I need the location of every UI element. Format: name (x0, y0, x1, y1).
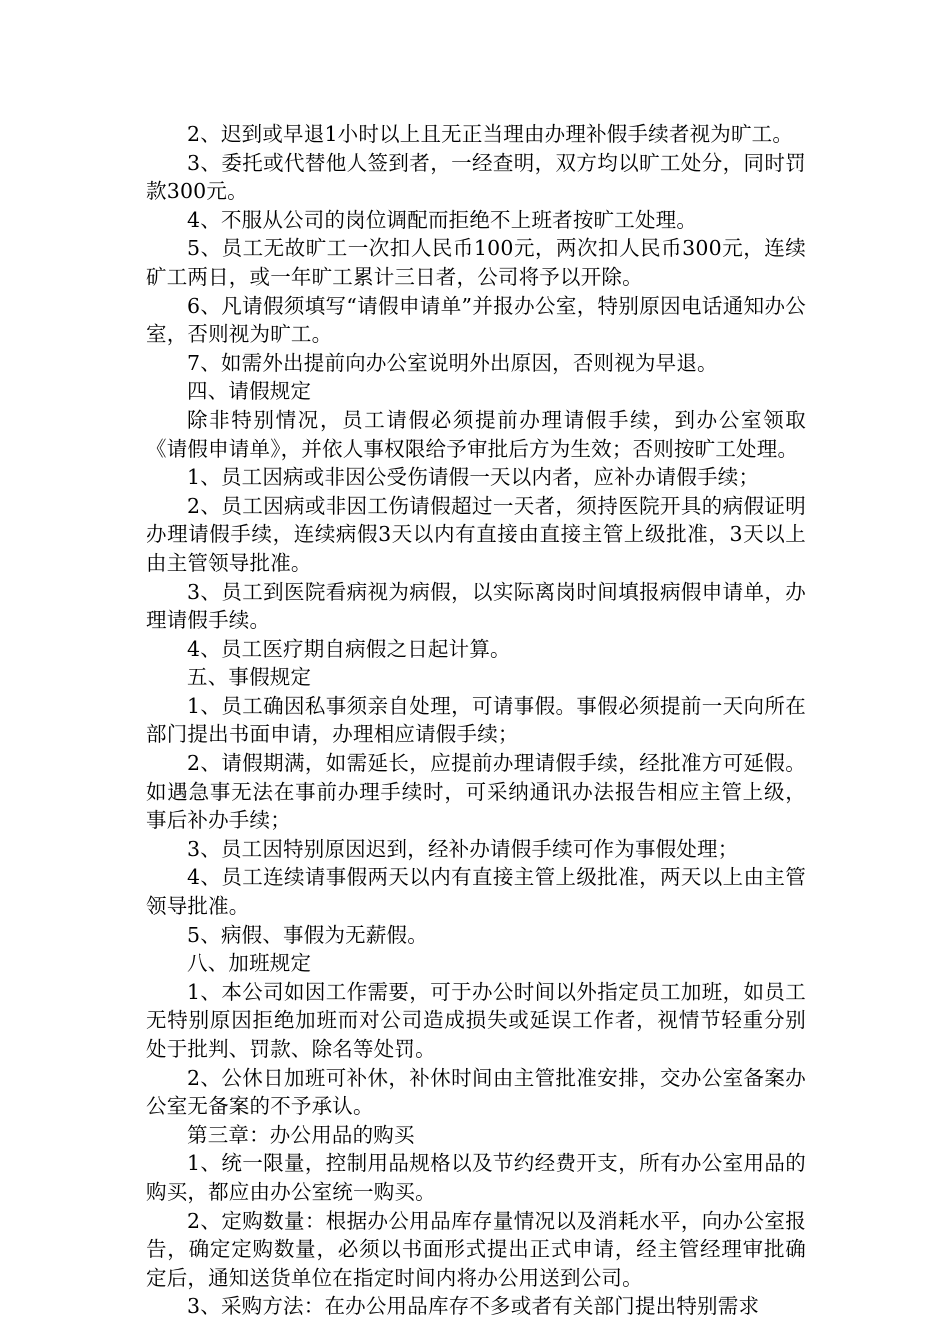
paragraph: 2、迟到或早退1小时以上且无正当理由办理补假手续者视为旷工。 (187, 122, 794, 146)
paragraph: 4、员工连续请事假两天以内有直接主管上级批准，两天以上由主管领导批准。 (146, 865, 806, 919)
paragraph: 1、员工确因私事须亲自处理，可请事假。事假必须提前一天向所在部门提出书面申请，办理相应请假手续； (146, 693, 806, 747)
paragraph: 2、定购数量：根据办公用品库存量情况以及消耗水平，向办公室报告，确定定购数量，必须以书面形式提出正式申请，经主管经理审批确定后，通知送货单位在指定时间内将办公用送到公司。 (146, 1208, 806, 1290)
paragraph: 3、采购方法：在办公用品库存不多或者有关部门提出特别需求 (187, 1294, 760, 1319)
paragraph: 3、员工因特别原因迟到，经补办请假手续可作为事假处理； (187, 836, 739, 861)
paragraph: 1、本公司如因工作需要，可于办公时间以外指定员工加班，如员工无特别原因拒绝加班而对公司造成损失或延误工作者，视情节轻重分别处于批判、罚款、除名等处罚。 (146, 979, 806, 1061)
paragraph: 5、员工无故旷工一次扣人民币100元，两次扣人民币300元，连续矿工两日，或一年旷工累计三日者，公司将予以开除。 (146, 236, 806, 289)
paragraph: 4、不服从公司的岗位调配而拒绝不上班者按旷工处理。 (187, 207, 698, 232)
paragraph: 4、员工医疗期自病假之日起计算。 (187, 636, 511, 661)
paragraph: 3、员工到医院看病视为病假，以实际离岗时间填报病假申请单，办理请假手续。 (146, 579, 806, 633)
paragraph: 3、委托或代替他人签到者，一经查明，双方均以旷工处分，同时罚款300元。 (146, 150, 806, 204)
chapter-heading: 第三章：办公用品的购买 (187, 1122, 415, 1147)
paragraph: 1、统一限量，控制用品规格以及节约经费开支，所有办公室用品的购买，都应由办公室统一购买。 (146, 1151, 806, 1204)
paragraph: 2、请假期满，如需延长，应提前办理请假手续，经批准方可延假。如遇急事无法在事前办理手续时，可采纳通讯办法报告相应主管上级，事后补办手续； (146, 751, 806, 833)
document-page (146, 120, 806, 1321)
paragraph: 1、员工因病或非因公受伤请假一天以内者，应补办请假手续； (187, 465, 760, 490)
paragraph: 5、病假、事假为无薪假。 (187, 922, 428, 947)
paragraph: 2、公休日加班可补休，补休时间由主管批准安排，交办公室备案办公室无备案的不予承认。 (146, 1065, 806, 1119)
section-heading: 四、请假规定 (187, 379, 312, 404)
paragraph: 7、如需外出提前向办公室说明外出原因，否则视为早退。 (187, 350, 718, 375)
section-heading: 五、事假规定 (187, 665, 312, 690)
section-heading: 八、加班规定 (187, 951, 312, 976)
paragraph: 除非特别情况，员工请假必须提前办理请假手续，到办公室领取《请假申请单》，并依人事权限给予审批后方为生效；否则按旷工处理。 (146, 407, 806, 461)
paragraph: 2、员工因病或非因工伤请假超过一天者，须持医院开具的病假证明办理请假手续，连续病假3天以内有直接由直接主管上级批准，3天以上由主管领导批准。 (146, 493, 806, 575)
paragraph: 6、凡请假须填写“请假申请单”并报办公室，特别原因电话通知办公室，否则视为旷工。 (146, 293, 806, 347)
